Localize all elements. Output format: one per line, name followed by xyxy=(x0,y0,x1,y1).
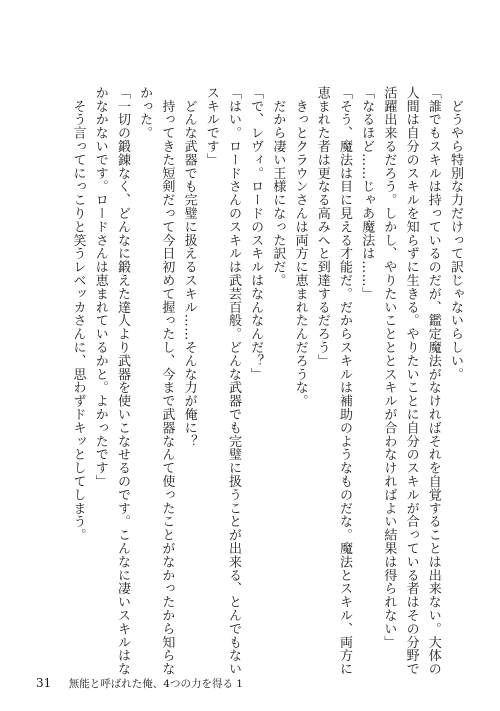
text-line: 人間は自分のスキルを知らずに生きる。やりたいことに自分のスキルが合っている者はその分野で xyxy=(403,86,419,676)
text-line: 「で、レヴィ。ロードのスキルはなんなんだ？」 xyxy=(248,86,264,381)
text-line: 「そう、魔法は目に見える才能だ。だからスキルは補助のようなものだな。魔法とスキル、両方に xyxy=(336,86,352,676)
book-title: 無能と呼ばれた俺、4つの力を得る 1 xyxy=(68,678,243,690)
vertical-text-body xyxy=(66,86,466,676)
text-line: 「はい。ロードさんのスキルは武芸百般。どんな武器でも完璧に扱うことが出来る、とんでもない xyxy=(225,86,241,676)
text-line: 恵まれた者は更なる高みへと到達するだろう」 xyxy=(314,86,330,368)
text-line: 「一切の鍛錬なく、どんなに鍛えた達人より武器を使いこなせるのです。こんなに凄いスキルはな xyxy=(114,86,130,676)
text-line: かった。 xyxy=(137,86,153,140)
page-number: 31 xyxy=(36,676,52,690)
text-line: かなかないです。ロードさんは恵まれているかと。よかったです」 xyxy=(92,86,108,488)
text-line: 活躍出来るだろう。しかし、やりたいことととスキルが合わなければよい結果は得られない」 xyxy=(381,86,397,649)
text-line: どうやら特別な力だけって訳じゃないらしい。 xyxy=(448,86,463,381)
text-line: そう言ってにっこりと笑うレベッカさんに、思わずドキッとしてしまう。 xyxy=(70,86,86,542)
text-line: 持ってきた短剣だって今日初めて握ったし、今まで武器なんて使ったことがなかったから知らな xyxy=(159,86,175,676)
page-footer xyxy=(36,676,243,691)
text-line: 「なるほど……じゃあ魔法は……」 xyxy=(359,86,375,301)
text-line: どんな武器でも完璧に扱えるスキル……そんな力が俺に？ xyxy=(181,86,197,448)
text-line: スキルです」 xyxy=(203,86,219,167)
text-line: 「誰でもスキルは持っているのだが、鑑定魔法がなければそれを自覚することは出来ない。大体の xyxy=(425,86,441,676)
text-line: きっとクラウンさんは両方に恵まれたんだろうな。 xyxy=(292,86,308,408)
text-line: だから凄い王様になった訳だ。 xyxy=(270,86,286,287)
